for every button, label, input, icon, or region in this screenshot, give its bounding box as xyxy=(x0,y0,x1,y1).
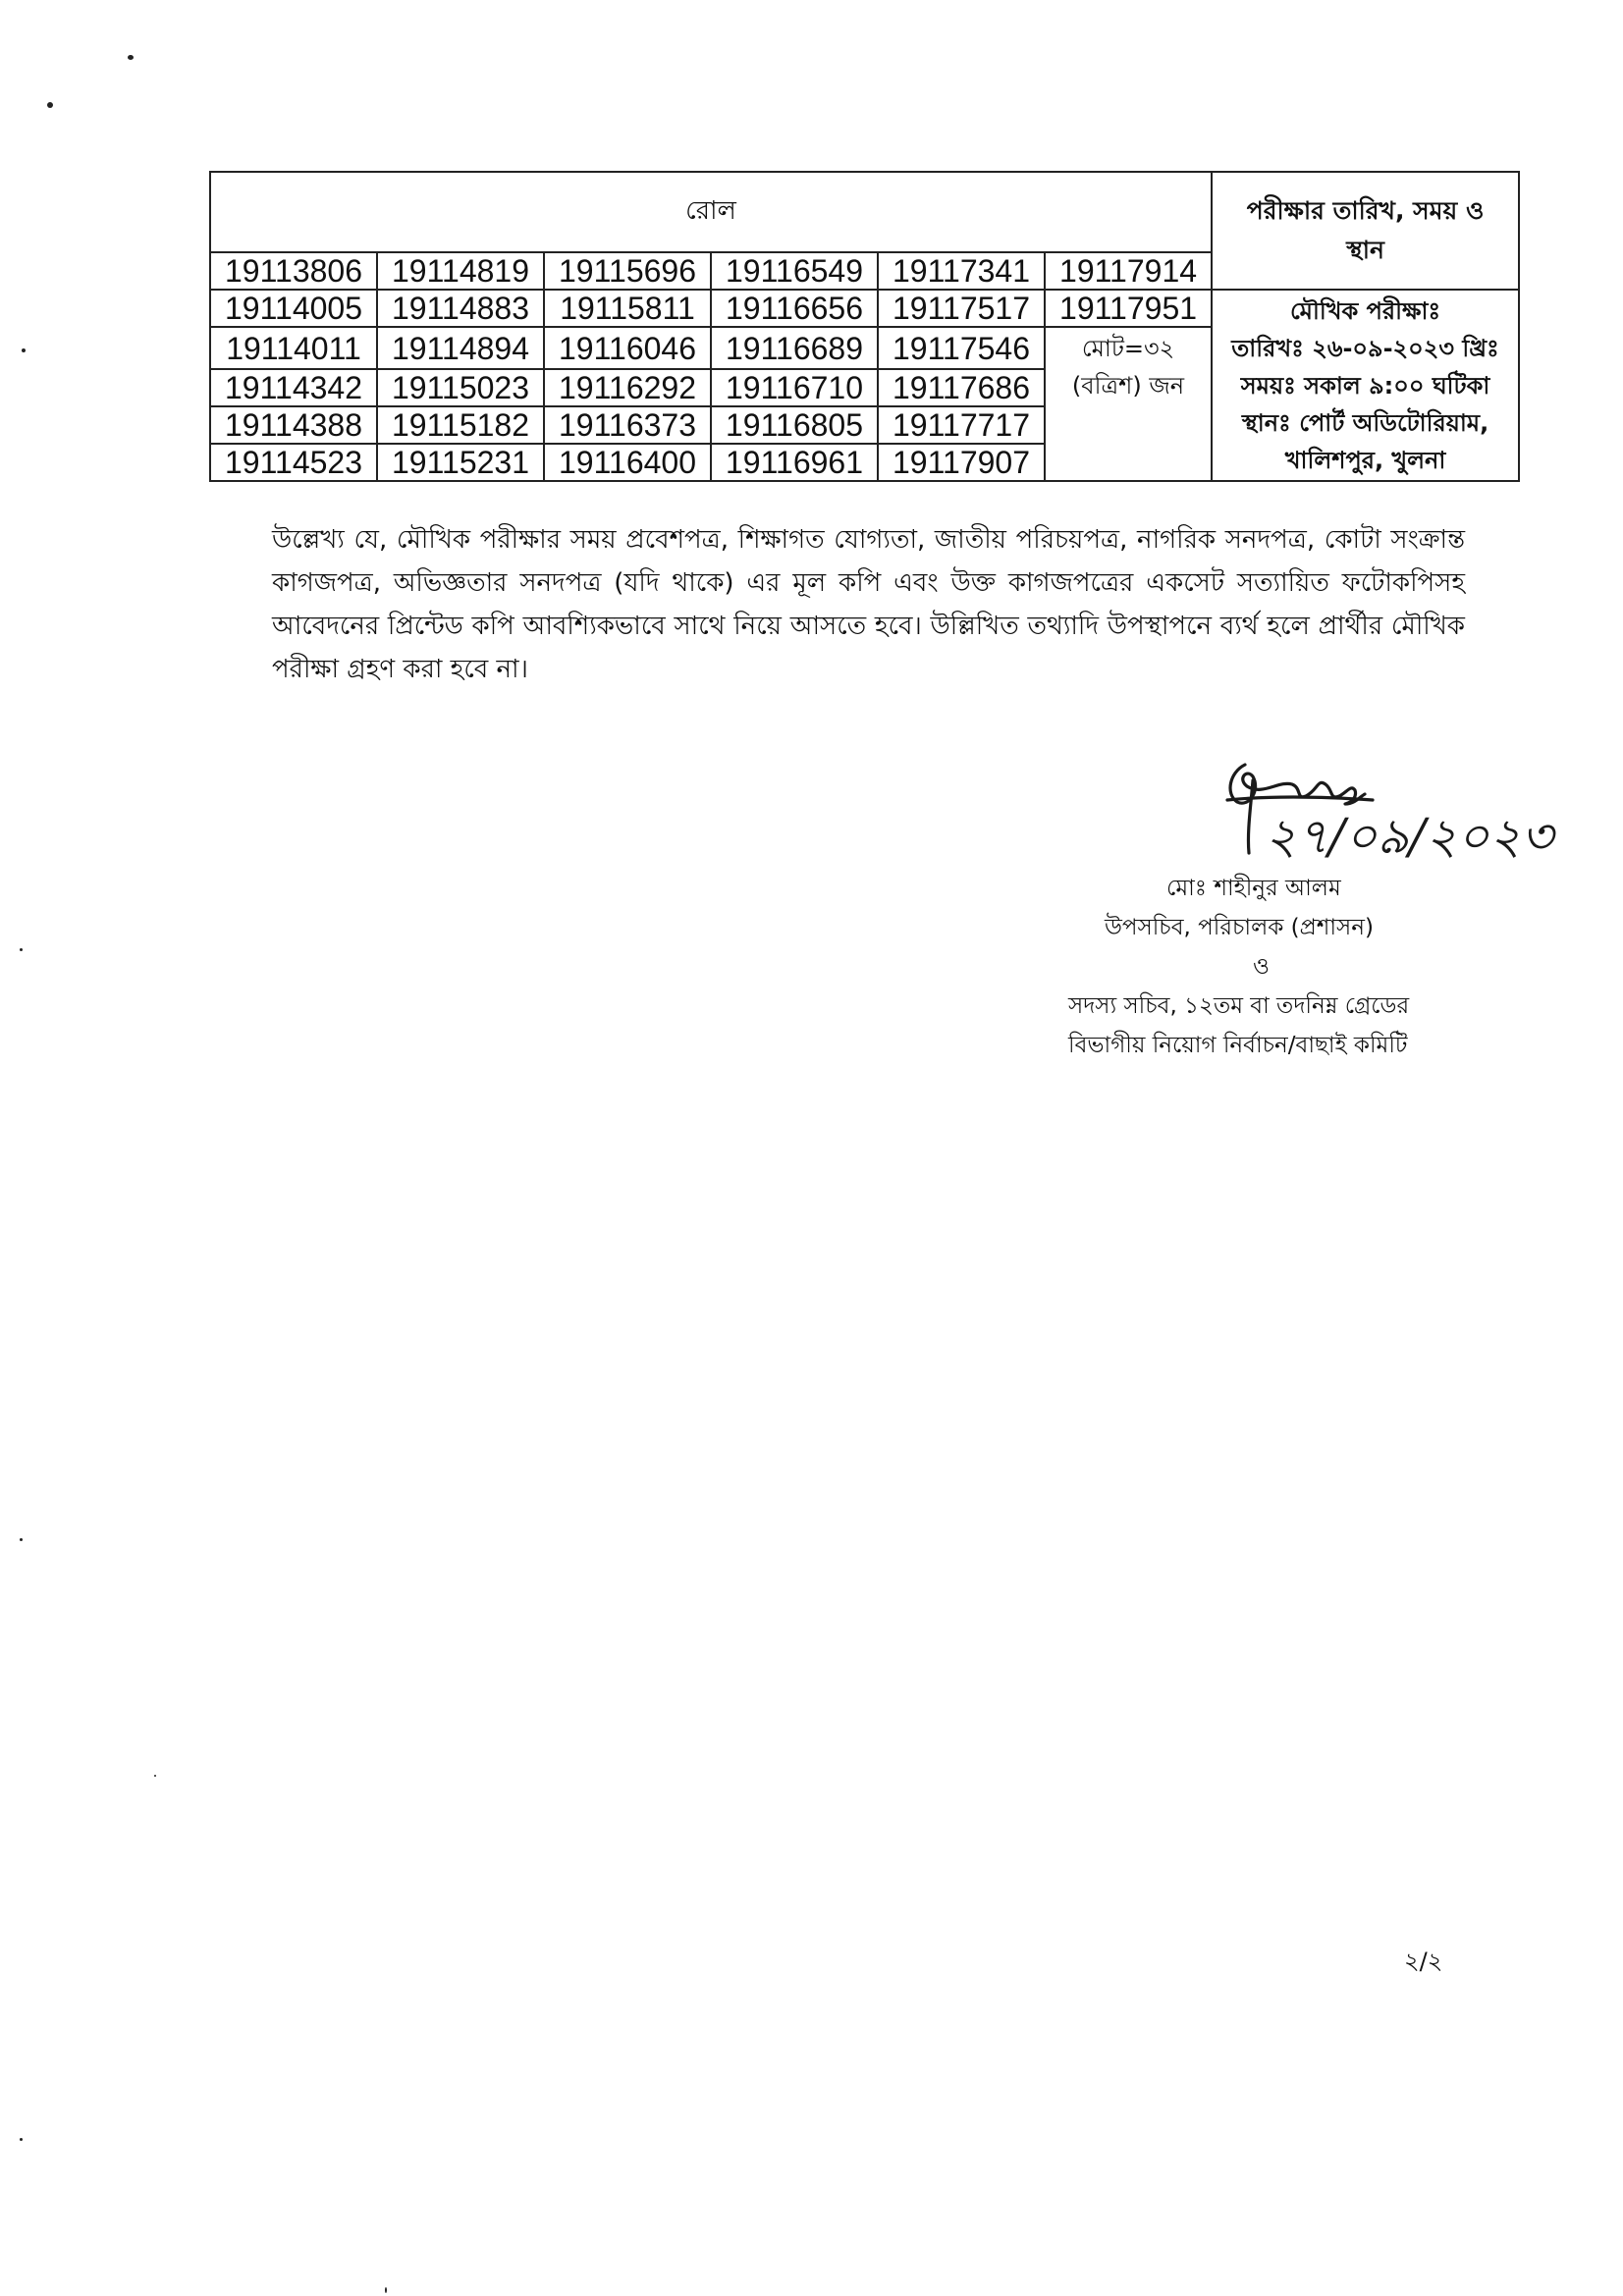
exam-info-cell xyxy=(1212,290,1519,481)
roll-cell: 19115811 xyxy=(544,290,711,327)
table-row xyxy=(210,290,1519,327)
scan-speck xyxy=(47,102,53,108)
roll-cell: 19116656 xyxy=(711,290,878,327)
total-count: মোট=৩২ xyxy=(1081,335,1175,362)
exam-venue-location: খালিশপুর, খুলনা xyxy=(1284,447,1446,474)
scan-speck xyxy=(22,348,26,352)
scan-speck xyxy=(20,948,23,951)
exam-date: তারিখঃ ২৬-০৯-২০২৩ খ্রিঃ xyxy=(1231,335,1499,362)
exam-type: মৌখিক পরীক্ষাঃ xyxy=(1289,297,1441,325)
signatory-designation: উপসচিব, পরিচালক (প্রশাসন) xyxy=(1105,915,1374,940)
exam-header-line-2: স্থান xyxy=(1346,236,1384,264)
signatory-name: মোঃ শাহীনুর আলম xyxy=(1166,876,1341,901)
page-number: ২/২ xyxy=(1404,1948,1443,1975)
table-header-row xyxy=(210,172,1519,252)
roll-cell: 19116400 xyxy=(544,444,711,481)
scan-speck xyxy=(154,1775,156,1777)
roll-cell: 19114819 xyxy=(377,252,544,290)
roll-cell: 19117717 xyxy=(878,406,1045,444)
roll-cell: 19117951 xyxy=(1045,290,1212,327)
total-count-cell xyxy=(1045,327,1212,481)
signatory-block xyxy=(1021,869,1532,1065)
roll-cell: 19115696 xyxy=(544,252,711,290)
roll-cell: 19115231 xyxy=(377,444,544,481)
roll-cell: 19116549 xyxy=(711,252,878,290)
roll-cell: 19116689 xyxy=(711,327,878,369)
roll-cell: 19117517 xyxy=(878,290,1045,327)
scan-speck xyxy=(20,2138,23,2141)
roll-cell: 19115023 xyxy=(377,369,544,406)
scan-speck xyxy=(385,2287,387,2293)
note-paragraph: উল্লেখ্য যে, মৌখিক পরীক্ষার সময় প্রবেশপত্র, শিক্ষাগত যোগ্যতা, জাতীয় পরিচয়পত্র, নাগরিক সনদপত্র, কোটা সংক্রান্ত কাগজপত্র, অভিজ্ঞতার সনদপত্র (যদি থাকে) এর মূল কপি এবং উক্ত কাগজপত্রের একসেট সত্যায়িত ফটোকপিসহ আবেদনের প্রিন্টেড কপি আবশ্যিকভাবে সাথে নিয়ে আসতে হবে। উল্লিখিত তথ্যাদি উপস্থাপনে ব্যর্থ হলে প্রার্থীর মৌখিক পরীক্ষা গ্রহণ করা হবে না। xyxy=(272,525,1465,684)
roll-cell: 19117686 xyxy=(878,369,1045,406)
roll-cell: 19116805 xyxy=(711,406,878,444)
roll-cell: 19116961 xyxy=(711,444,878,481)
roll-cell: 19117907 xyxy=(878,444,1045,481)
scan-speck xyxy=(128,55,134,60)
roll-cell: 19114342 xyxy=(210,369,377,406)
total-count-words: (বত্রিশ) জন xyxy=(1071,372,1185,400)
scan-speck xyxy=(20,1538,23,1541)
roll-cell: 19113806 xyxy=(210,252,377,290)
roll-cell: 19114523 xyxy=(210,444,377,481)
roll-cell: 19116046 xyxy=(544,327,711,369)
exam-venue: স্থানঃ পোর্ট অডিটোরিয়াম, xyxy=(1241,409,1489,437)
exam-column-header xyxy=(1212,172,1519,290)
roll-table xyxy=(209,171,1520,482)
roll-column-header: রোল xyxy=(210,172,1212,252)
handwritten-signature xyxy=(1208,751,1553,865)
roll-cell: 19117546 xyxy=(878,327,1045,369)
handwritten-date: ২৭/০৯/২০২৩ xyxy=(1265,808,1553,865)
exam-time: সময়ঃ সকাল ৯:০০ ঘটিকা xyxy=(1240,372,1490,400)
roll-cell: 19114883 xyxy=(377,290,544,327)
roll-cell: 19116373 xyxy=(544,406,711,444)
signatory-member-title: সদস্য সচিব, ১২তম বা তদনিম্ন গ্রেডের xyxy=(1068,993,1410,1019)
roll-cell: 19114011 xyxy=(210,327,377,369)
signatory-conjunction: ও xyxy=(1253,954,1270,980)
roll-cell: 19114005 xyxy=(210,290,377,327)
roll-cell: 19114894 xyxy=(377,327,544,369)
roll-cell: 19114388 xyxy=(210,406,377,444)
roll-cell: 19117341 xyxy=(878,252,1045,290)
roll-cell: 19116710 xyxy=(711,369,878,406)
roll-cell: 19116292 xyxy=(544,369,711,406)
exam-header-line-1: পরীক্ষার তারিখ, সময় ও xyxy=(1246,196,1485,225)
signatory-committee: বিভাগীয় নিয়োগ নির্বাচন/বাছাই কমিটি xyxy=(1068,1033,1408,1058)
roll-cell: 19117914 xyxy=(1045,252,1212,290)
roll-cell: 19115182 xyxy=(377,406,544,444)
